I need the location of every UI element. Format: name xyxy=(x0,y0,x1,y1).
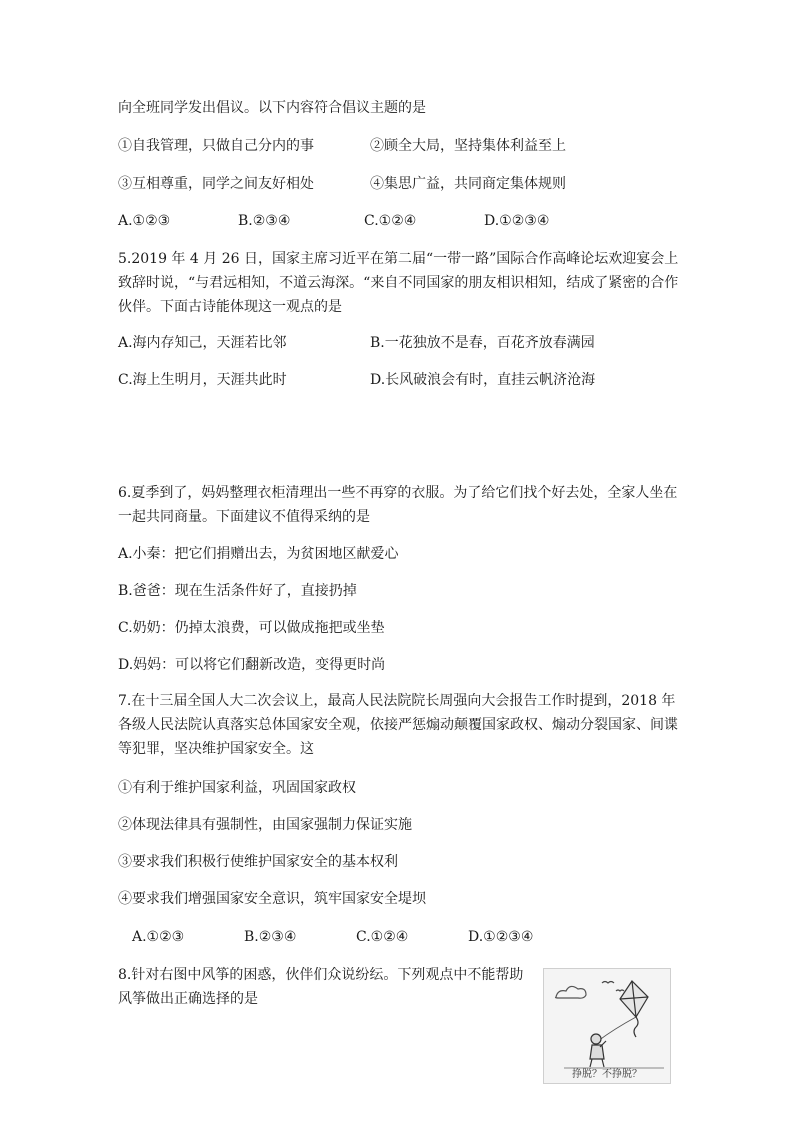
bird-icon xyxy=(602,982,624,992)
q4-option-d[interactable]: D.①②③④ xyxy=(484,213,550,229)
q7-statement-2: ②体现法律具有强制性，由国家强制力保证实施 xyxy=(118,817,412,833)
q7-option-a[interactable]: A.①②③ xyxy=(132,929,185,945)
q6-option-c[interactable]: C.奶奶：仍掉太浪费，可以做成拖把或坐垫 xyxy=(118,620,385,636)
q6-stem-line-1: 6.夏季到了，妈妈整理衣柜清理出一些不再穿的衣服。为了给它们找个好去处，全家人坐在 xyxy=(118,485,678,501)
q4-option-c[interactable]: C.①②④ xyxy=(364,213,417,229)
q7-option-d[interactable]: D.①②③④ xyxy=(468,929,534,945)
q4-statement-2: ②顾全大局，坚持集体利益至上 xyxy=(370,138,566,154)
q6-option-a[interactable]: A.小秦：把它们捐赠出去，为贫困地区献爱心 xyxy=(118,546,399,562)
q5-option-c[interactable]: C.海上生明月，天涯共此时 xyxy=(118,372,287,388)
q8-stem-line-2: 风筝做出正确选择的是 xyxy=(118,991,258,1007)
q5-stem-line-2: 致辞时说，“与君远相知，不道云海深。“来自不同国家的朋友相识相知，结成了紧密的合作 xyxy=(118,275,679,291)
kite-figure xyxy=(543,968,671,1084)
cloud-icon xyxy=(556,986,587,998)
q4-statement-4: ④集思广益，共同商定集体规则 xyxy=(370,176,566,192)
q5-stem-line-3: 伙伴。下面古诗能体现这一观点的是 xyxy=(118,299,342,315)
q6-option-b[interactable]: B.爸爸：现在生活条件好了，直接扔掉 xyxy=(118,583,357,599)
q4-option-a[interactable]: A.①②③ xyxy=(118,213,171,229)
q7-statement-1: ①有利于维护国家利益，巩固国家政权 xyxy=(118,780,356,796)
q7-statement-3: ③要求我们积极行使维护国家安全的基本权利 xyxy=(118,854,398,870)
kite-icon xyxy=(620,981,648,1037)
q8-stem-line-1: 8.针对右图中风筝的困惑，伙伴们众说纷纭。下列观点中不能帮助 xyxy=(118,967,524,983)
kite-illustration xyxy=(544,969,670,1069)
q4-stem-end: 向全班同学发出倡议。以下内容符合倡议主题的是 xyxy=(118,100,426,116)
q7-option-b[interactable]: B.②③④ xyxy=(244,929,297,945)
q4-statement-1: ①自我管理，只做自己分内的事 xyxy=(118,138,314,154)
q6-stem-line-2: 一起共同商量。下面建议不值得采纳的是 xyxy=(118,509,370,525)
q7-stem-line-2: 各级人民法院认真落实总体国家安全观，依接严惩煽动颠覆国家政权、煽动分裂国家、间谍 xyxy=(118,717,678,733)
q5-option-a[interactable]: A.海内存知己，天涯若比邻 xyxy=(118,335,287,351)
q7-stem-line-1: 7.在十三届全国人大二次会议上，最高人民法院院长周强向大会报告工作时提到，2018 年 xyxy=(118,693,676,709)
kite-figure-caption: 挣脱？不挣脱？ xyxy=(572,1069,642,1080)
q6-option-d[interactable]: D.妈妈：可以将它们翻新改造，变得更时尚 xyxy=(118,657,386,673)
kite-string xyxy=(598,1017,636,1041)
q5-stem-line-1: 5.2019 年 4 月 26 日，国家主席习近平在第二届“一带一路”国际合作高峰论坛欢迎宴会上 xyxy=(118,251,679,267)
person-icon xyxy=(590,1034,606,1067)
q5-option-b[interactable]: B.一花独放不是春，百花齐放春满园 xyxy=(370,335,595,351)
q7-stem-line-3: 等犯罪，坚决维护国家安全。这 xyxy=(118,741,314,757)
q4-option-b[interactable]: B.②③④ xyxy=(238,213,291,229)
q4-statement-3: ③互相尊重，同学之间友好相处 xyxy=(118,176,314,192)
q5-option-d[interactable]: D.长风破浪会有时，直挂云帆济沧海 xyxy=(370,372,596,388)
q7-option-c[interactable]: C.①②④ xyxy=(356,929,409,945)
q7-statement-4: ④要求我们增强国家安全意识，筑牢国家安全堤坝 xyxy=(118,891,426,907)
